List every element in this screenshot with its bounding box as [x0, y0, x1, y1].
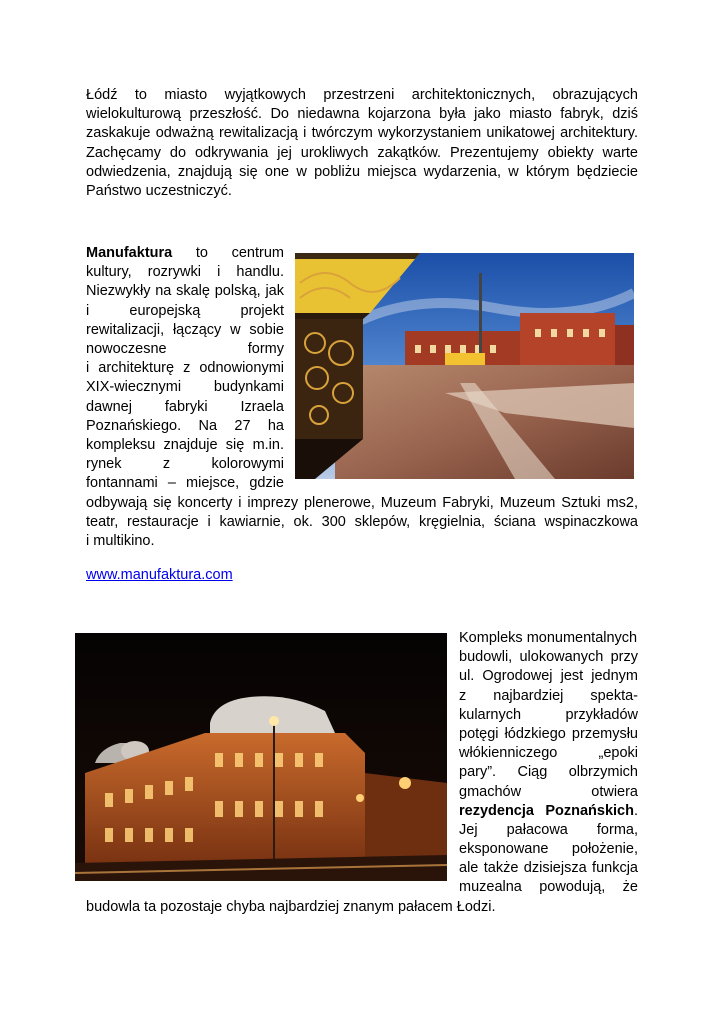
- intro-paragraph: [86, 86, 638, 201]
- intro-line: Łódź to miasto wyjątkowych przestrzeni architektonicznych, obrazujących: [86, 87, 638, 103]
- poznanski-palace-night-photo-icon: [75, 633, 447, 881]
- intro-line: Zachęcamy do odkrywania jej urokliwych zakątków. Prezentujemy obiekty warte: [86, 144, 638, 161]
- palace-line: gmachów otwiera: [459, 783, 638, 800]
- manufaktura-line: i architekturę z odnowionymi: [86, 360, 284, 377]
- intro-line: Państwo uczestniczyć.: [86, 182, 232, 199]
- manufaktura-line: XIX-wiecznymi budynkami: [86, 379, 284, 396]
- manufaktura-line: i multikino.: [86, 533, 155, 550]
- manufaktura-line: kompleksu znajduje się m.in.: [86, 436, 284, 453]
- palace-line: ale także dzisiejsza funkcja: [459, 860, 638, 877]
- palace-line: eksponowane położenie,: [459, 841, 638, 858]
- manufaktura-line: teatr, restauracje i kawiarnie, ok. 300 sklepów, kręgielnia, ściana wspinaczkowa: [86, 514, 638, 531]
- intro-line: wielokulturową przeszłość. Do niedawna kojarzona była jako miasto fabryk, dziś: [86, 106, 638, 123]
- manufaktura-line: nowoczesne formy: [86, 340, 284, 357]
- palace-line: Kompleks monumentalnych: [459, 630, 638, 646]
- palace-line: potęgi łódzkiego przemysłu: [459, 725, 638, 742]
- palace-line: Jej pałacowa forma,: [459, 821, 638, 838]
- manufaktura-paragraph-narrow: [86, 244, 284, 493]
- manufaktura-line: i europejską projekt: [86, 302, 284, 319]
- palace-final-line-row: [86, 898, 638, 917]
- palace-photo: [75, 633, 447, 881]
- palace-line: budowli, ulokowanych przy: [459, 649, 638, 666]
- manufaktura-square-photo-icon: [295, 253, 634, 479]
- manufaktura-link[interactable]: www.manufaktura.com: [86, 567, 233, 583]
- palace-paragraph-narrow: [459, 629, 638, 898]
- manufaktura-line: Niezwykły na skalę polską, jak: [86, 283, 284, 300]
- intro-line: odwiedzenia, znajdują się one w pobliżu miejsca wydarzenia, w którym będziecie: [86, 163, 638, 180]
- manufaktura-line: dawnej fabryki Izraela: [86, 398, 284, 415]
- manufaktura-line: rewitalizacji, łączący w sobie: [86, 321, 284, 338]
- palace-name: rezydencja Poznańskich: [459, 802, 634, 819]
- palace-line: ul. Ogrodowej jest jednym: [459, 668, 638, 685]
- palace-line: włókienniczego „epoki: [459, 745, 638, 762]
- manufaktura-first-line: Manufaktura to centrum: [86, 245, 284, 261]
- manufaktura-line: kultury, rozrywki i handlu.: [86, 264, 284, 281]
- palace-line: pary”. Ciąg olbrzymich: [459, 764, 638, 781]
- manufaktura-paragraph-wide: [86, 494, 638, 552]
- manufaktura-line: fontannami – miejsce, gdzie: [86, 475, 284, 492]
- palace-final-line: budowla ta pozostaje chyba najbardziej znanym pałacem Łodzi.: [86, 899, 496, 915]
- palace-line: z najbardziej spekta-: [459, 687, 638, 704]
- palace-bold-line: rezydencja Poznańskich.: [459, 802, 638, 819]
- palace-line: muzealna powodują, że: [459, 879, 638, 896]
- intro-line: zaskakuje odważną rewitalizacją i twórczym wykorzystaniem unikatowej architektury.: [86, 125, 638, 142]
- manufaktura-line: odbywają się koncerty i imprezy plenerowe, Muzeum Fabryki, Muzeum Sztuki ms2,: [86, 495, 638, 511]
- palace-line: kularnych przykładów: [459, 706, 638, 723]
- manufaktura-line: Poznańskiego. Na 27 ha: [86, 417, 284, 434]
- manufaktura-link-row: [86, 566, 233, 585]
- manufaktura-line: rynek z kolorowymi: [86, 456, 284, 473]
- manufaktura-photo: [295, 253, 634, 479]
- manufaktura-name: Manufaktura: [86, 245, 173, 261]
